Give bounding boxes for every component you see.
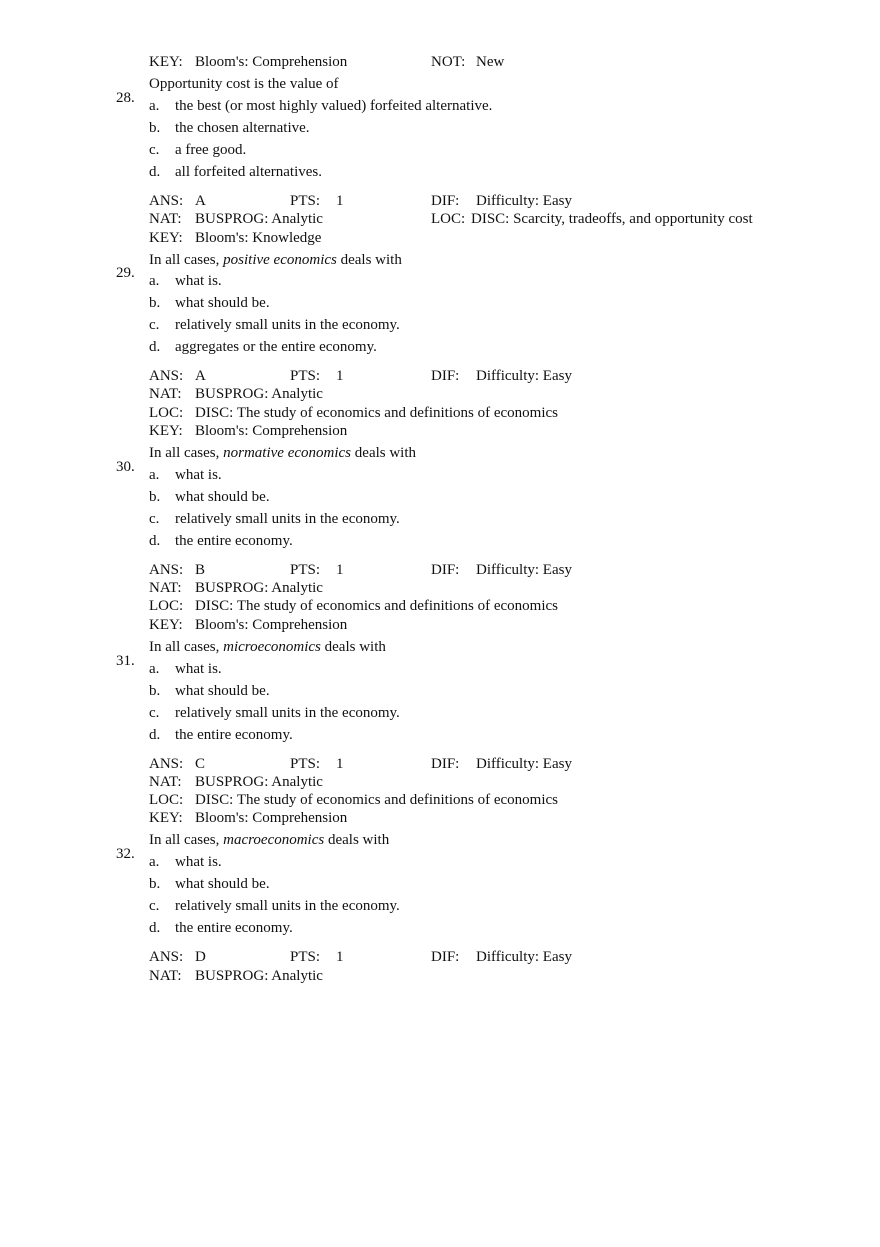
loc-value: DISC: Scarcity, tradeoffs, and opportunity cost [471, 211, 753, 227]
option-d [149, 163, 323, 181]
ans-label: ANS: [149, 756, 184, 772]
nat-line [149, 385, 323, 403]
ans-value: A [195, 368, 206, 384]
not-value: New [476, 54, 505, 70]
dif-label: DIF: [431, 949, 460, 965]
pts-label: PTS: [290, 562, 321, 578]
question-number: 32. [116, 846, 135, 862]
option-c [149, 316, 400, 334]
key-label: KEY: [149, 810, 183, 826]
stem-post: deals with [320, 639, 386, 655]
option-letter: a. [149, 467, 160, 483]
option-text: relatively small units in the economy. [175, 705, 400, 721]
option-text: what is. [175, 854, 222, 870]
dif-value: Difficulty: Easy [476, 368, 572, 384]
ans-label: ANS: [149, 949, 184, 965]
option-a [149, 97, 493, 115]
option-text: the entire economy. [175, 727, 293, 743]
option-letter: a. [149, 98, 160, 114]
pts-value: 1 [336, 562, 344, 578]
ans-value: B [195, 562, 206, 578]
option-text: the best (or most highly valued) forfeited alternative. [175, 98, 493, 114]
key-value: Bloom's: Comprehension [195, 810, 348, 826]
stem-post: deals with [324, 832, 390, 848]
nat-label: NAT: [149, 968, 182, 984]
option-letter: a. [149, 661, 160, 677]
answer-line [149, 561, 572, 579]
option-text: what is. [175, 661, 222, 677]
loc-line [149, 404, 558, 422]
nat-label: NAT: [149, 580, 182, 596]
key-line [149, 616, 348, 634]
option-c [149, 704, 400, 722]
option-letter: a. [149, 854, 160, 870]
question-stem [149, 831, 389, 849]
key-value: Bloom's: Knowledge [195, 230, 322, 246]
dif-value: Difficulty: Easy [476, 949, 572, 965]
key-line [149, 422, 348, 440]
option-text: what should be. [175, 295, 270, 311]
loc-value: DISC: The study of economics and definitions of economics [195, 405, 558, 421]
option-letter: c. [149, 511, 160, 527]
option-letter: d. [149, 533, 161, 549]
option-letter: b. [149, 120, 161, 136]
loc-line [149, 791, 558, 809]
question-stem: Opportunity cost is the value of [149, 76, 339, 92]
option-c [149, 510, 400, 528]
option-text: what is. [175, 467, 222, 483]
dif-value: Difficulty: Easy [476, 756, 572, 772]
question-stem [149, 444, 416, 462]
option-text: the entire economy. [175, 920, 293, 936]
question-number: 28. [116, 90, 135, 106]
nat-line [149, 967, 323, 985]
nat-line [149, 210, 753, 228]
dif-value: Difficulty: Easy [476, 562, 572, 578]
nat-value: BUSPROG: Analytic [195, 386, 323, 402]
pts-label: PTS: [290, 368, 321, 384]
option-letter: b. [149, 295, 161, 311]
not-label: NOT: [431, 54, 466, 70]
option-d [149, 919, 293, 937]
stem-term: microeconomics [223, 639, 321, 655]
option-text: all forfeited alternatives. [175, 164, 323, 180]
option-text: what should be. [175, 489, 270, 505]
stem-pre: In all cases, [149, 832, 224, 848]
loc-label: LOC: [149, 598, 184, 614]
option-letter: b. [149, 683, 161, 699]
pts-value: 1 [336, 756, 344, 772]
option-b [149, 682, 270, 700]
ans-value: D [195, 949, 206, 965]
option-b [149, 488, 270, 506]
stem-pre: In all cases, [149, 445, 224, 461]
dif-value: Difficulty: Easy [476, 193, 572, 209]
key-label: KEY: [149, 617, 183, 633]
nat-label: NAT: [149, 774, 182, 790]
option-text: relatively small units in the economy. [175, 511, 400, 527]
stem-post: deals with [351, 445, 417, 461]
loc-value: DISC: The study of economics and definitions of economics [195, 598, 558, 614]
option-letter: c. [149, 705, 160, 721]
option-letter: d. [149, 339, 161, 355]
key-value: Bloom's: Comprehension [195, 617, 348, 633]
option-a [149, 466, 222, 484]
option-letter: d. [149, 920, 161, 936]
option-b [149, 294, 270, 312]
loc-value: DISC: The study of economics and definitions of economics [195, 792, 558, 808]
answer-line [149, 367, 572, 385]
question-number: 30. [116, 459, 135, 475]
dif-label: DIF: [431, 193, 460, 209]
ans-value: C [195, 756, 206, 772]
question-stem [149, 251, 402, 269]
ans-label: ANS: [149, 562, 184, 578]
option-d [149, 726, 293, 744]
nat-value: BUSPROG: Analytic [195, 968, 323, 984]
answer-line [149, 755, 572, 773]
loc-line [149, 597, 558, 615]
option-text: what should be. [175, 683, 270, 699]
option-letter: d. [149, 727, 161, 743]
stem-pre: In all cases, [149, 252, 224, 268]
option-text: aggregates or the entire economy. [175, 339, 377, 355]
stem-pre: In all cases, [149, 639, 224, 655]
question-stem [149, 638, 386, 656]
option-letter: b. [149, 876, 161, 892]
loc-label: LOC: [431, 211, 466, 227]
nat-value: BUSPROG: Analytic [195, 774, 323, 790]
pts-label: PTS: [290, 949, 321, 965]
key-line [149, 809, 348, 827]
option-a [149, 660, 222, 678]
option-b [149, 875, 270, 893]
option-letter: a. [149, 273, 160, 289]
option-text: what is. [175, 273, 222, 289]
option-letter: c. [149, 898, 160, 914]
option-text: the entire economy. [175, 533, 293, 549]
key-label: KEY: [149, 230, 183, 246]
stem-post: deals with [336, 252, 402, 268]
option-letter: b. [149, 489, 161, 505]
option-letter: c. [149, 142, 160, 158]
option-c [149, 141, 247, 159]
option-text: relatively small units in the economy. [175, 317, 400, 333]
answer-line [149, 948, 572, 966]
pts-label: PTS: [290, 756, 321, 772]
nat-label: NAT: [149, 211, 182, 227]
nat-value: BUSPROG: Analytic [195, 211, 323, 227]
stem-term: macroeconomics [223, 832, 325, 848]
nat-label: NAT: [149, 386, 182, 402]
option-c [149, 897, 400, 915]
option-a [149, 853, 222, 871]
dif-label: DIF: [431, 562, 460, 578]
pts-value: 1 [336, 193, 344, 209]
option-letter: c. [149, 317, 160, 333]
dif-label: DIF: [431, 756, 460, 772]
nat-value: BUSPROG: Analytic [195, 580, 323, 596]
nat-line [149, 773, 323, 791]
dif-label: DIF: [431, 368, 460, 384]
key-line [149, 229, 322, 247]
option-letter: d. [149, 164, 161, 180]
option-d [149, 532, 293, 550]
key-label: KEY: [149, 54, 183, 70]
key-label: KEY: [149, 423, 183, 439]
option-text: relatively small units in the economy. [175, 898, 400, 914]
option-a [149, 272, 222, 290]
pts-label: PTS: [290, 193, 321, 209]
q27-key-line [149, 53, 505, 71]
pts-value: 1 [336, 368, 344, 384]
stem-term: normative economics [223, 445, 352, 461]
option-text: a free good. [175, 142, 247, 158]
ans-label: ANS: [149, 193, 184, 209]
question-number: 31. [116, 653, 135, 669]
ans-label: ANS: [149, 368, 184, 384]
question-number: 29. [116, 265, 135, 281]
nat-line [149, 579, 323, 597]
loc-label: LOC: [149, 405, 184, 421]
key-value: Bloom's: Comprehension [195, 423, 348, 439]
option-text: what should be. [175, 876, 270, 892]
option-b [149, 119, 310, 137]
key-value: Bloom's: Comprehension [195, 54, 348, 70]
option-d [149, 338, 377, 356]
answer-line [149, 192, 572, 210]
ans-value: A [195, 193, 206, 209]
stem-term: positive economics [223, 252, 337, 268]
pts-value: 1 [336, 949, 344, 965]
loc-label: LOC: [149, 792, 184, 808]
option-text: the chosen alternative. [175, 120, 310, 136]
